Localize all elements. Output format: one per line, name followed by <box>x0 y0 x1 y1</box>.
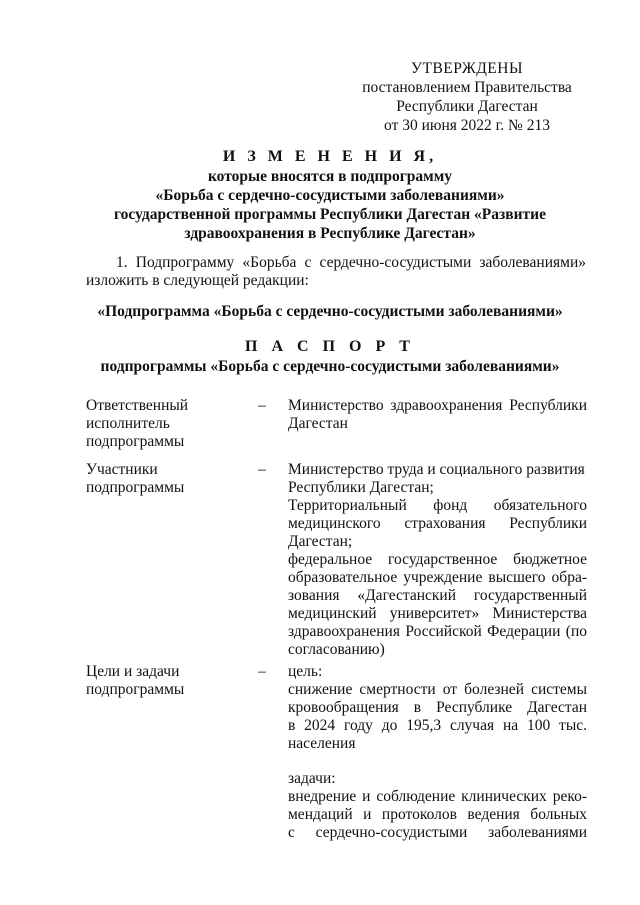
row-label <box>86 461 216 497</box>
row-label-line: подпрограммы <box>86 681 185 698</box>
row-value-line: здравоохранения Российской Федерации (по <box>288 623 587 640</box>
row-value-line: внедрение и соблюдение клинических реко- <box>288 788 587 805</box>
subprogram-title: «Подпрограмма «Борьба с сердечно-сосудистыми заболеваниями» <box>97 303 563 320</box>
row-value-line: снижение смертности от болезней системы <box>288 681 587 698</box>
row-value-line: Территориальный фонд обязательного <box>288 497 587 514</box>
row-value <box>288 397 587 433</box>
row-dash: – <box>258 461 266 478</box>
row-label-line: подпрограммы <box>86 479 185 496</box>
approval-date: от 30 июня 2022 г. № 213 <box>384 117 550 134</box>
changes-line: «Борьба с сердечно-сосудистыми заболеваниями» <box>155 187 505 204</box>
changes-line: которые вносятся в подпрограмму <box>207 168 453 185</box>
approval-line: постановлением Правительства <box>362 79 572 96</box>
row-value-line: населения <box>288 735 356 752</box>
intro-line: изложить в следующей редакции: <box>86 272 309 289</box>
row-label-line: Ответственный <box>86 397 189 414</box>
row-label-line: исполнитель <box>86 415 170 432</box>
row-value-line: мендаций и протоколов ведения больных <box>288 806 587 823</box>
row-dash: – <box>258 397 266 414</box>
row-value-line: Министерство труда и социального развития <box>288 461 585 478</box>
row-value <box>288 663 587 842</box>
row-label-line: Цели и задачи <box>86 663 180 680</box>
passport-header <box>60 338 600 376</box>
row-value-line: Республики Дагестан; <box>288 479 434 496</box>
changes-line: здравоохранения в Республике Дагестан» <box>184 225 476 242</box>
row-value-line: Министерство здравоохранения Республики <box>288 397 587 414</box>
row-value-line: федеральное государственное бюджетное <box>288 551 587 568</box>
row-dash: – <box>258 663 266 680</box>
intro-paragraph <box>86 254 586 290</box>
row-value <box>288 461 587 659</box>
changes-heading: И З М Е Н Е Н И Я, <box>222 148 438 165</box>
passport-subtitle: подпрограммы «Борьба с сердечно-сосудистыми заболеваниями» <box>100 358 560 375</box>
row-label <box>86 397 216 451</box>
row-label-line: подпрограммы <box>86 433 185 450</box>
approval-line: Республики Дагестан <box>396 98 538 115</box>
changes-line: государственной программы Республики Дагестан «Развитие <box>114 206 546 223</box>
row-value-line: медицинский университет» Министерства <box>288 605 587 622</box>
tasks-label: задачи: <box>288 770 336 787</box>
intro-line: 1. Подпрограмму «Борьба с сердечно-сосудистыми заболеваниями» <box>116 254 586 271</box>
row-label-line: Участники <box>86 461 158 478</box>
row-value-line: с сердечно-сосудистыми заболеваниями <box>288 824 587 841</box>
approval-title: УТВЕРЖДЕНЫ <box>411 60 523 77</box>
row-value-line: образовательное учреждение высшего обра- <box>288 569 587 586</box>
row-value-line: зования «Дагестанский государственный <box>288 587 587 604</box>
passport-heading: П А С П О Р Т <box>245 338 415 355</box>
changes-header <box>60 148 600 244</box>
row-value-line: согласованию) <box>288 641 385 658</box>
row-value-line: Дагестан <box>288 415 348 432</box>
row-value-line: в 2024 году до 195,3 случая на 100 тыс. <box>288 717 587 734</box>
row-value-line: Дагестан; <box>288 533 353 550</box>
row-value-line: кровообращения в Республике Дагестан <box>288 699 587 716</box>
row-value-line: медицинского страхования Республики <box>288 515 587 532</box>
goal-label: цель: <box>288 663 323 680</box>
approval-stamp <box>352 60 582 136</box>
row-label <box>86 663 216 699</box>
